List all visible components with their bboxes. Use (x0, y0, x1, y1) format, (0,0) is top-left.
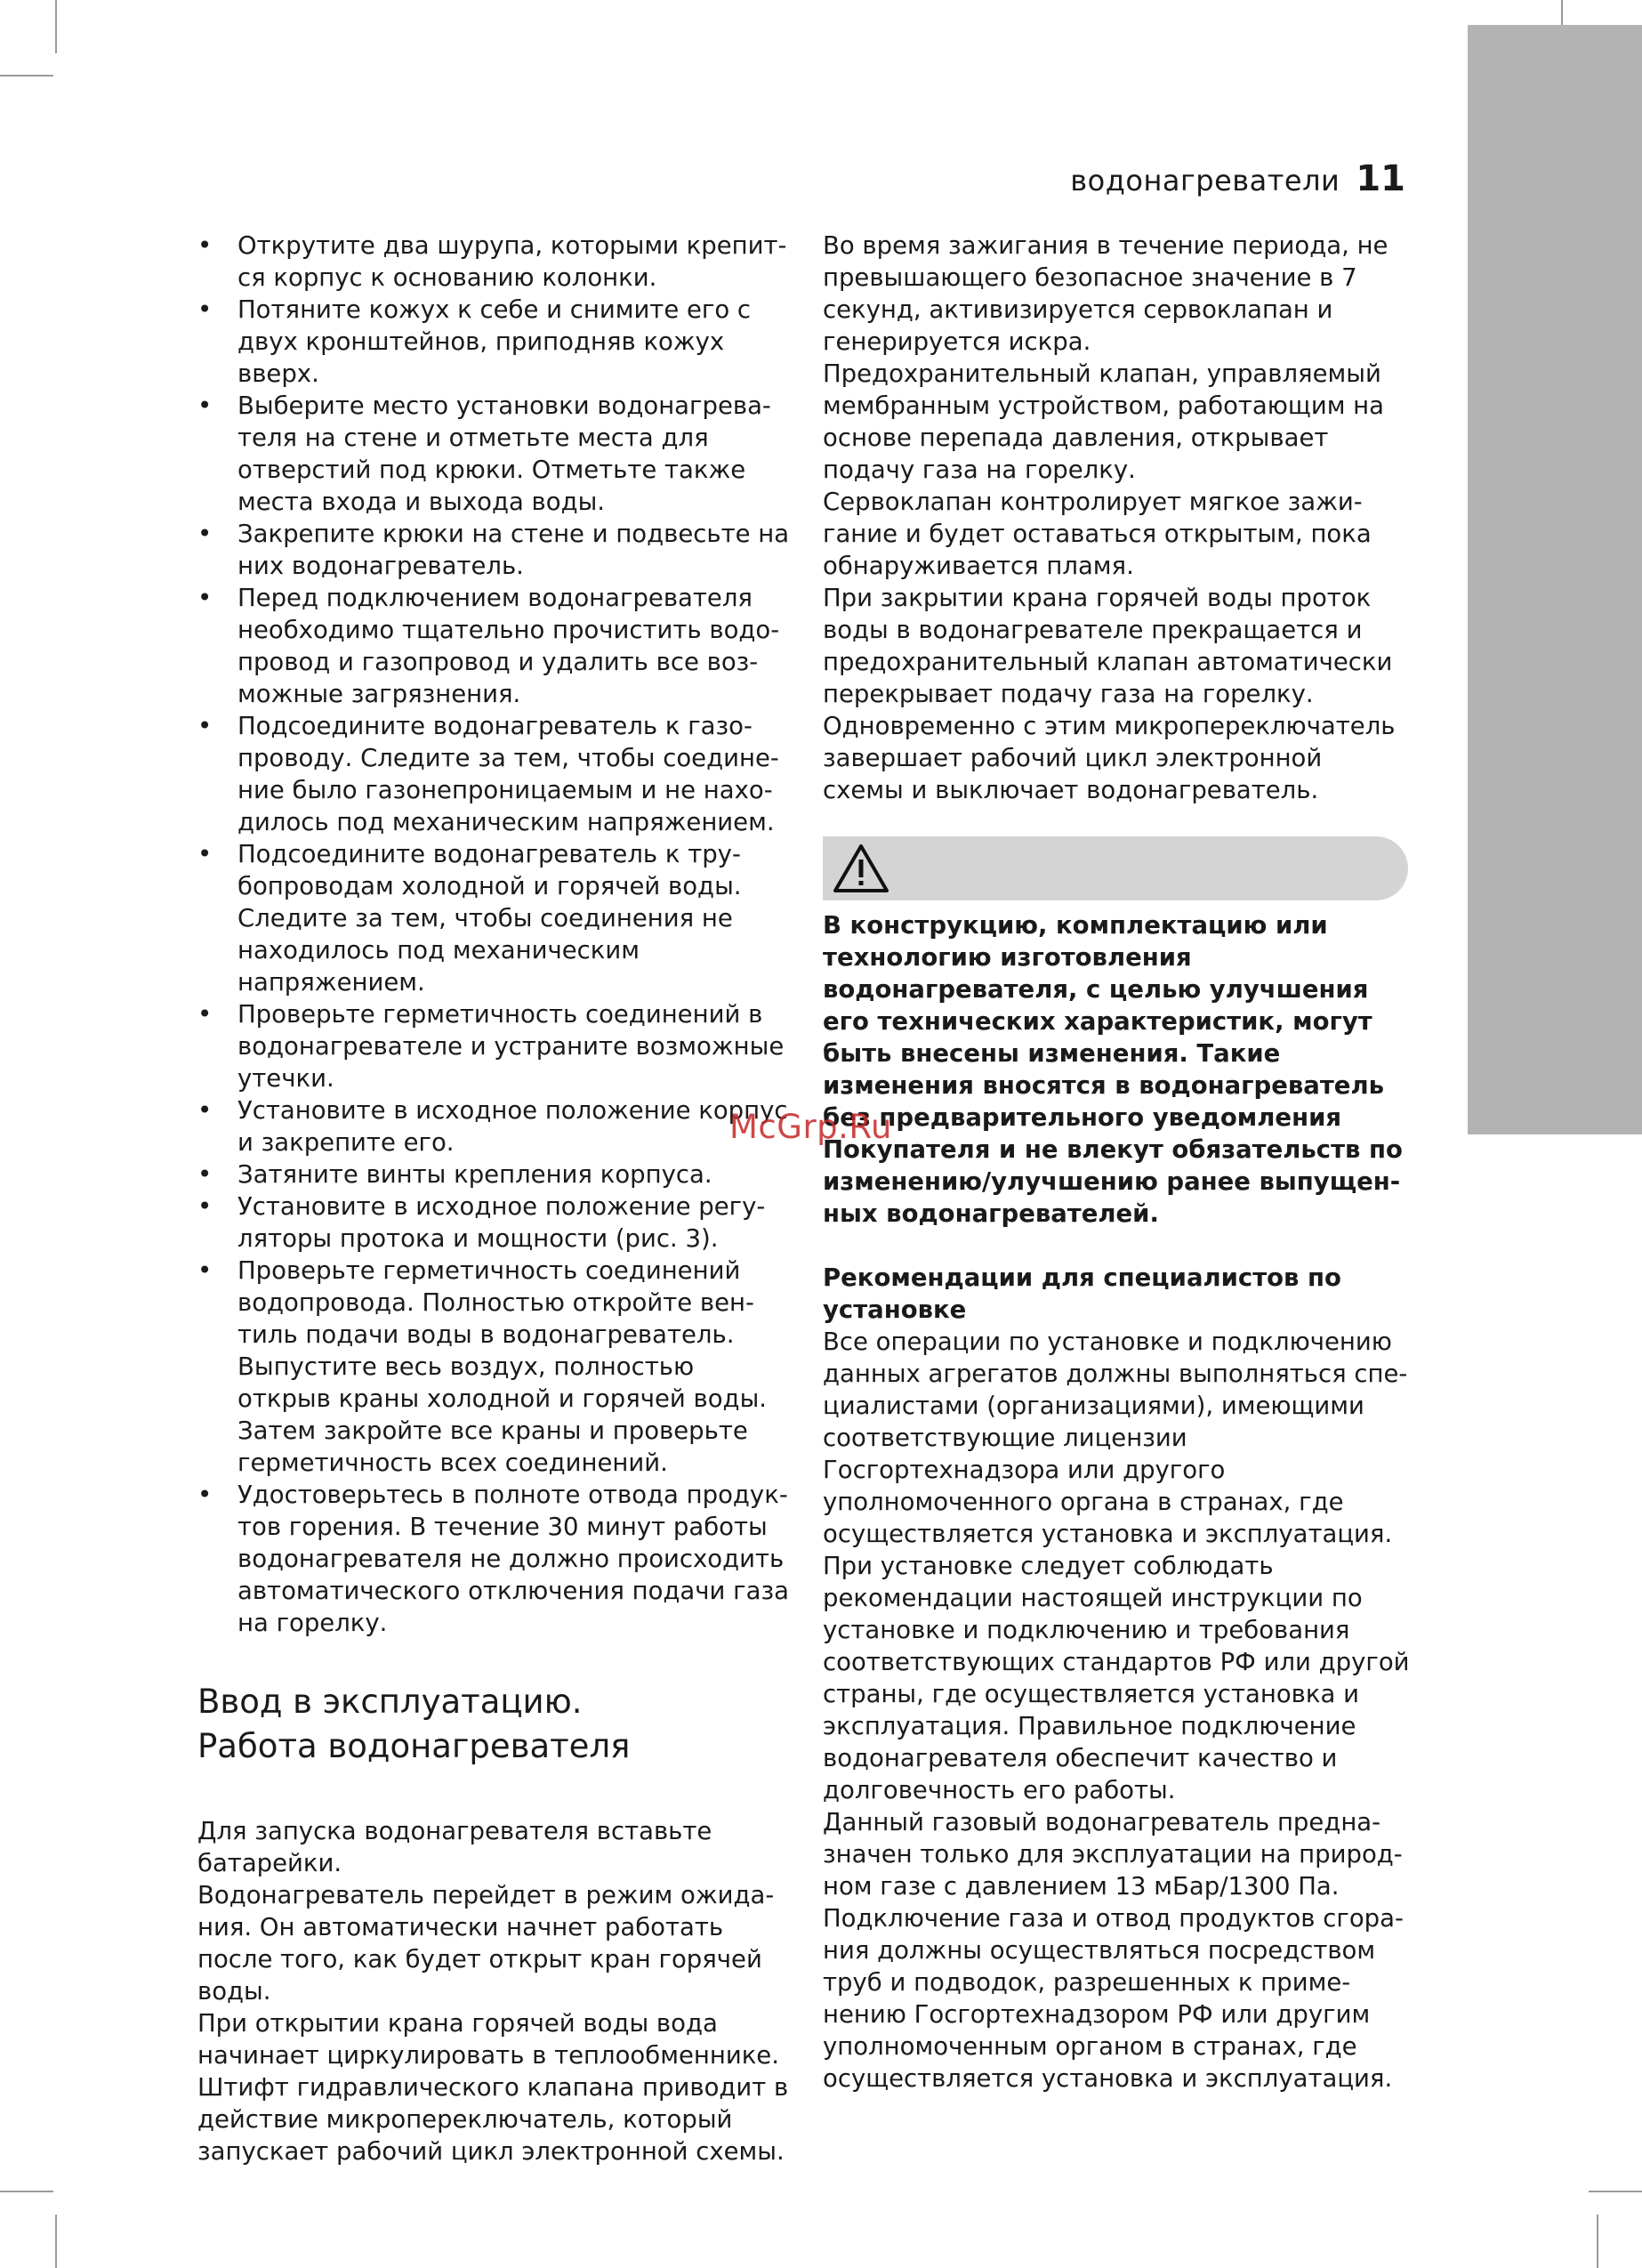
crop-mark (1589, 2191, 1642, 2192)
paragraph: Штифт гидравлического клапана приводит в действие микропереключатель, который запускает рабочий цикл электронной схемы. (197, 2073, 789, 2166)
installation-steps-list (197, 230, 792, 1639)
paragraph: Сервоклапан контролирует мягкое зажигание и будет оставаться открытым, пока обнаруживается пламя. (823, 488, 1372, 580)
paragraph: Все операции по установке и подключению данных агрегатов должны выполняться специалистами (организациями), имеющими соответствующие лицензии Госгортехнадзора или другого уполномоченного органа в странах, где осуществляется установка и эксплуатация. При установке следует соблюдать рекомендации настоящей инструкции по установке и подключению и требования соответствующих стандартов РФ или другой страны, где осуществляется установка и эксплуатация. Правильное подключение водонагревателя обеспечит качество и долговечность его работы. (823, 1328, 1410, 1804)
list-item: • Потяните кожух к себе и снимите его с двух кронштейнов, приподняв кожух вверх. (197, 294, 792, 390)
page-header (1070, 158, 1405, 212)
crop-mark (1597, 2215, 1598, 2268)
list-item: • Перед подключением водонагревателя необходимо тщательно прочистить водопровод и газопровод и удалить все возможные загрязнения. (197, 582, 792, 710)
list-item: • Выберите место установки водонагревателя на стене и отметьте места для отверстий под крюки. Отметьте также места входа и выхода воды. (197, 390, 792, 518)
crop-mark (55, 0, 57, 53)
crop-mark (0, 2191, 53, 2192)
paragraph: Данный газовый водонагреватель предназначен только для эксплуатации на природном газе с давлением 13 мБар/1300 Па. (823, 1808, 1403, 1901)
list-item: • Открутите два шурупа, которыми крепится корпус к основанию колонки. (197, 230, 792, 294)
paragraph: Во время зажигания в течение периода, не превышающего безопасное значение в 7 секунд, активизируется сервоклапан и генерируется искра. (823, 231, 1388, 356)
list-item: • Подсоедините водонагреватель к трубопроводам холодной и горячей воды. Следите за тем, чтобы соединения не находилось под механическим напряжением. (197, 838, 792, 998)
warning-triangle-icon (832, 842, 890, 895)
list-item: • Проверьте герметичность соединений в водонагревателе и устраните возможные утечки. (197, 998, 792, 1094)
right-column (823, 230, 1410, 2094)
paragraph: Для запуска водонагревателя вставьте батарейки. (197, 1817, 712, 1877)
section-heading-line: Ввод в эксплуатацию. (197, 1683, 583, 1721)
header-title: водонагреватели (1070, 164, 1340, 198)
list-item: • Проверьте герметичность соединений водопровода. Полностью откройте вентиль подачи воды в водонагреватель. Выпустите весь воздух, полностью открыв краны холодной и горячей воды. Затем закройте все краны и проверьте герметичность всех соединений. (197, 1255, 792, 1479)
paragraph: Одновременно с этим микропереключатель завершает рабочий цикл электронной схемы и выключает водонагреватель. (823, 712, 1396, 804)
page-number: 11 (1356, 158, 1405, 199)
crop-mark (0, 75, 53, 77)
paragraph: При открытии крана горячей воды вода начинает циркулировать в теплообменнике. (197, 2009, 779, 2070)
paragraph: Предохранительный клапан, управляемый мембранным устройством, работающим на основе перепада давления, открывает подачу газа на горелку. (823, 359, 1385, 484)
warning-bar (823, 836, 1408, 900)
warning-text: В конструкцию, комплектацию или технологию изготовления водонагревателя, с целью улучшения его технических характеристик, могут быть внесены изменения. Такие изменения вносятся в водонагреватель без предварительного уведомления Покупателя и не влекут обязательств по изменению/улучшению ранее выпущенных водонагревателей. (823, 911, 1403, 1228)
left-column (197, 230, 792, 2167)
watermark: McGrp.Ru (729, 1108, 892, 1146)
paragraph: Водонагреватель перейдет в режим ожидания. Он автоматически начнет работать после того, как будет открыт кран горячей воды. (197, 1881, 775, 2006)
list-item: • Закрепите крюки на стене и подвесьте на них водонагреватель. (197, 518, 792, 582)
side-tab (1468, 25, 1642, 1134)
section-heading-line: Работа водонагревателя (197, 1727, 631, 1765)
list-item: • Затяните винты крепления корпуса. (197, 1158, 792, 1190)
subheading: Рекомендации для специалистов по установке (823, 1263, 1341, 1324)
crop-mark (55, 2215, 57, 2268)
list-item: • Установите в исходное положение корпус и закрепите его. (197, 1094, 792, 1158)
list-item: • Установите в исходное положение регуляторы протока и мощности (рис. 3). (197, 1190, 792, 1255)
section-heading (197, 1680, 792, 1769)
paragraph: При закрытии крана горячей воды проток воды в водонагревателе прекращается и предохранительный клапан автоматически перекрывает подачу газа на горелку. (823, 584, 1393, 708)
paragraph: Подключение газа и отвод продуктов сгорания должны осуществляться посредством труб и подводок, разрешенных к применению Госгортехнадзором РФ или другим уполномоченным органом в странах, где осуществляется установка и эксплуатация. (823, 1904, 1404, 2093)
list-item: • Подсоедините водонагреватель к газопроводу. Следите за тем, чтобы соединение было газонепроницаемым и не находилось под механическим напряжением. (197, 710, 792, 838)
list-item: • Удостоверьтесь в полноте отвода продуктов горения. В течение 30 минут работы водонагревателя не должно происходить автоматического отключения подачи газа на горелку. (197, 1479, 792, 1639)
